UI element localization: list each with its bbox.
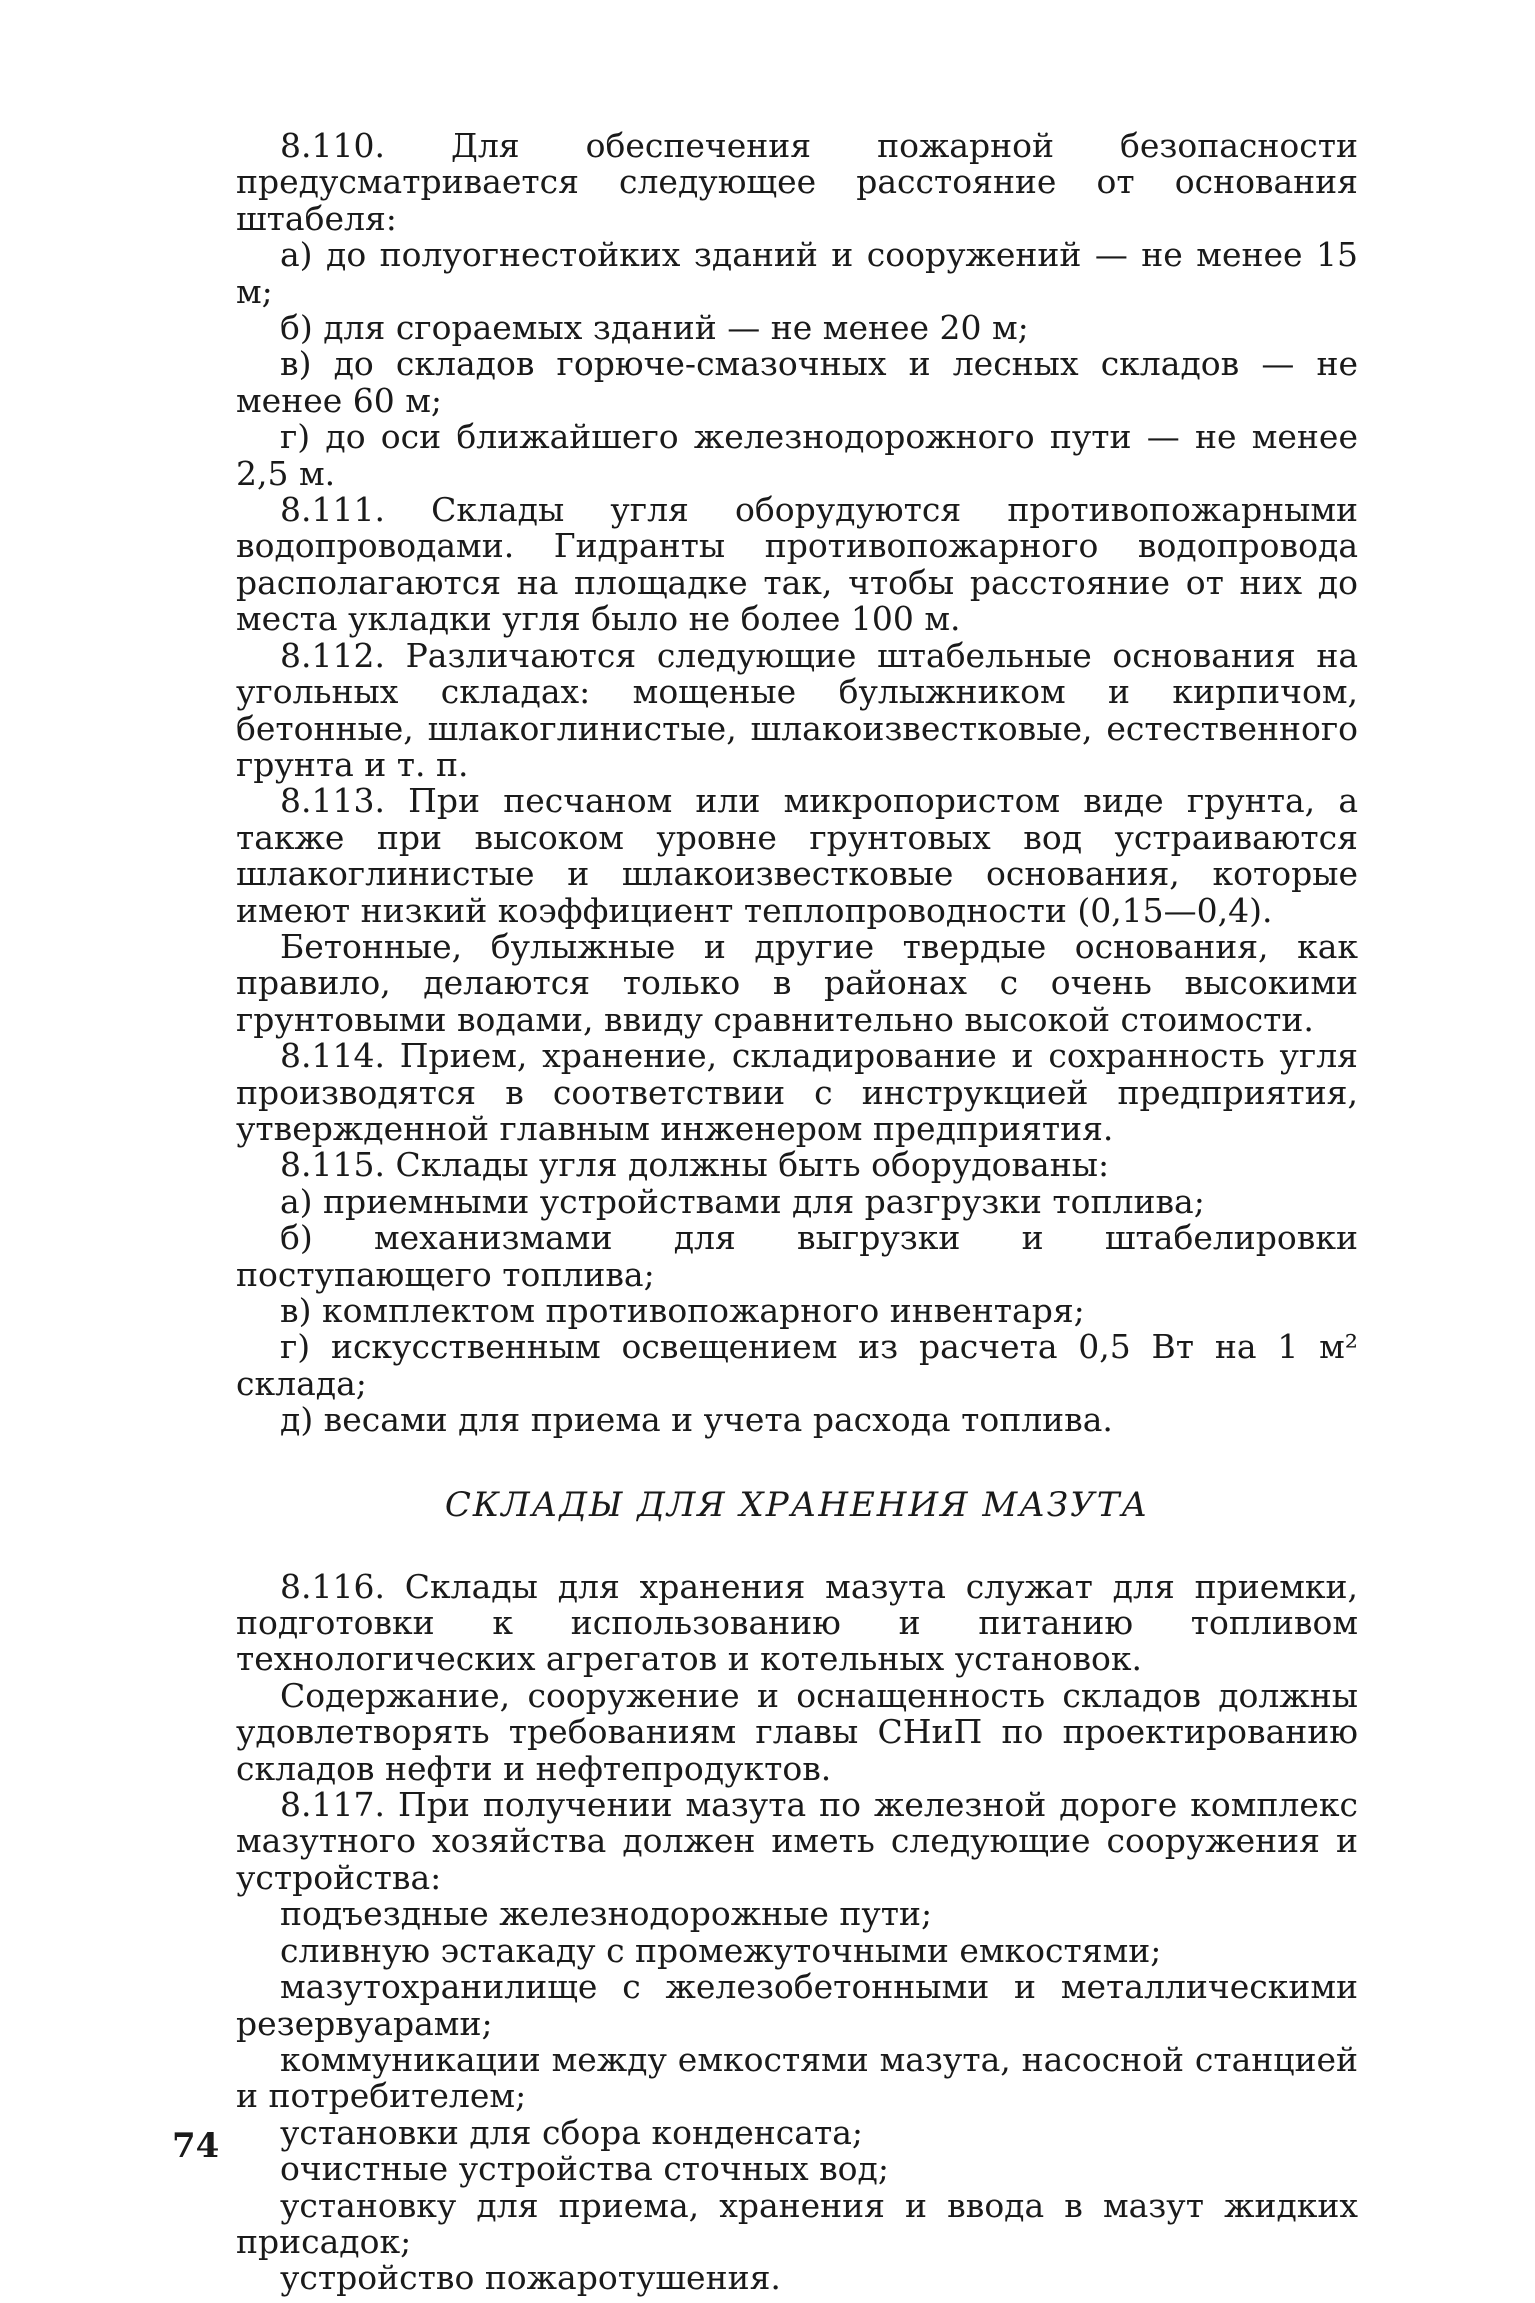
section-8-111: 8.111. Склады угля оборудуются противопожарными водопроводами. Гидранты противопожарного водопровода располагаются на площадке так, чтобы расстояние от них до места укладки угля было не более 100 м.	[236, 490, 1358, 639]
list-item: устройство пожаротушения.	[280, 2258, 781, 2298]
section-8-112: 8.112. Различаются следующие штабельные основания на угольных складах: мощеные булыжником и кирпичом, бетонные, шлакоглинистые, шлакоизвестковые, естественного грунта и т. п.	[236, 635, 1358, 784]
page-number: 74	[172, 2126, 220, 2166]
section-8-114: 8.114. Прием, хранение, складирование и сохранность угля производятся в соответствии с инструкцией предприятия, утвержденной главным инженером предприятия.	[236, 1036, 1358, 1148]
list-item: установку для приема, хранения и ввода в мазут жидких присадок;	[236, 2185, 1358, 2261]
section-8-115-intro: 8.115. Склады угля должны быть оборудованы:	[280, 1145, 1110, 1185]
list-item: сливную эстакаду с промежуточными емкостями;	[280, 1930, 1162, 1970]
list-item: в) до складов горюче-смазочных и лесных складов — не менее 60 м;	[236, 344, 1358, 420]
list-item: г) до оси ближайшего железнодорожного пути — не менее 2,5 м.	[236, 417, 1358, 493]
list-item: очистные устройства сточных вод;	[280, 2149, 889, 2189]
list-item: подъездные железнодорожные пути;	[280, 1894, 933, 1934]
list-item: а) до полуогнестойких зданий и сооружений — не менее 15 м;	[236, 235, 1358, 311]
section-8-117-intro: 8.117. При получении мазута по железной дороге комплекс мазутного хозяйства должен иметь следующие сооружения и устройства:	[236, 1785, 1358, 1897]
list-item: б) для сгораемых зданий — не менее 20 м;	[280, 308, 1029, 348]
list-item: б) механизмами для выгрузки и штабелировки поступающего топлива;	[236, 1218, 1358, 1294]
list-item: д) весами для приема и учета расхода топлива.	[280, 1400, 1113, 1440]
section-heading: СКЛАДЫ ДЛЯ ХРАНЕНИЯ МАЗУТА	[444, 1484, 1150, 1525]
list-item: мазутохранилище с железобетонными и металлическими резервуарами;	[236, 1967, 1358, 2043]
section-8-110-intro: 8.110. Для обеспечения пожарной безопасности предусматривается следующее расстояние от основания штабеля:	[236, 126, 1358, 238]
section-8-116-p2: Содержание, сооружение и оснащенность складов должны удовлетворять требованиям главы СНиП по проектированию складов нефти и нефтепродуктов.	[236, 1675, 1358, 1788]
document-page	[236, 128, 1358, 2297]
list-item: коммуникации между емкостями мазута, насосной станцией и потребителем;	[236, 2039, 1358, 2116]
list-item: установки для сбора конденсата;	[280, 2112, 864, 2152]
list-item: г) искусственным освещением из расчета 0,5 Вт на 1 м² склада;	[236, 1327, 1358, 1403]
section-8-113-p2: Бетонные, булыжные и другие твердые основания, как правило, делаются только в районах с очень высокими грунтовыми водами, ввиду сравнительно высокой стоимости.	[236, 926, 1358, 1039]
list-item: в) комплектом противопожарного инвентаря;	[280, 1291, 1085, 1330]
section-8-113-p1: 8.113. При песчаном или микропористом виде грунта, а также при высоком уровне грунтовых вод устраиваются шлакоглинистые и шлакоизвестковые основания, которые имеют низкий коэффициент теплопроводности (0,15—0,4).	[236, 781, 1358, 930]
section-8-116-p1: 8.116. Склады для хранения мазута служат для приемки, подготовки к использованию и питанию топливом технологических агрегатов и котельных установок.	[236, 1566, 1358, 1679]
list-item: а) приемными устройствами для разгрузки топлива;	[280, 1181, 1205, 1221]
